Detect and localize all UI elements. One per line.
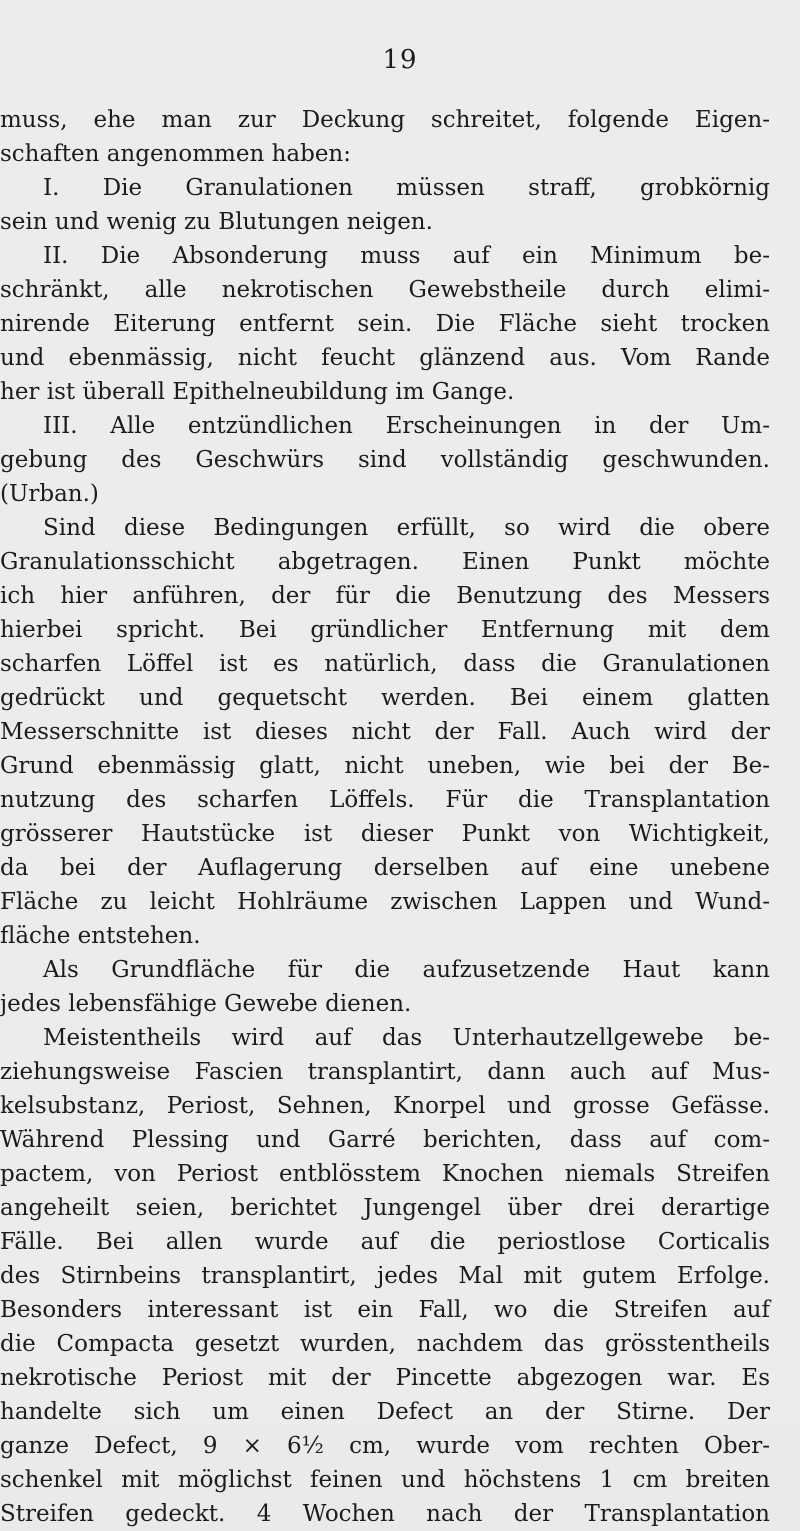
- text-line: handelte sich um einen Defect an der Stirne. Der: [0, 1399, 770, 1425]
- text-line: Grund ebenmässig glatt, nicht uneben, wie bei der Be-: [0, 753, 770, 779]
- text-line: sein und wenig zu Blutungen neigen.: [0, 209, 433, 235]
- text-line: da bei der Auflagerung derselben auf eine unebene: [0, 855, 770, 881]
- text-line: grösserer Hautstücke ist dieser Punkt von Wichtigkeit,: [0, 821, 770, 847]
- text-line: schränkt, alle nekrotischen Gewebstheile durch elimi-: [0, 277, 770, 303]
- text-line: ganze Defect, 9 × 6½ cm, wurde vom rechten Ober-: [0, 1433, 770, 1459]
- text-line: Besonders interessant ist ein Fall, wo die Streifen auf: [0, 1297, 770, 1323]
- text-line: (Urban.): [0, 481, 99, 507]
- text-line: die Compacta gesetzt wurden, nachdem das grösstentheils: [0, 1331, 770, 1357]
- text-line: nekrotische Periost mit der Pincette abgezogen war. Es: [0, 1365, 770, 1391]
- text-line: III. Alle entzündlichen Erscheinungen in der Um-: [43, 413, 770, 439]
- text-line: schaften angenommen haben:: [0, 141, 351, 167]
- text-line: Während Plessing und Garré berichten, dass auf com-: [0, 1127, 770, 1153]
- text-line: scharfen Löffel ist es natürlich, dass die Granulationen: [0, 651, 770, 677]
- page-number: 19: [382, 45, 418, 75]
- text-line: des Stirnbeins transplantirt, jedes Mal mit gutem Erfolge.: [0, 1263, 770, 1289]
- text-line: pactem, von Periost entblösstem Knochen niemals Streifen: [0, 1161, 770, 1187]
- text-line: ich hier anführen, der für die Benutzung des Messers: [0, 583, 770, 609]
- text-line: nutzung des scharfen Löffels. Für die Transplantation: [0, 787, 770, 813]
- text-line: Fläche zu leicht Hohlräume zwischen Lappen und Wund-: [0, 889, 770, 915]
- text-line: kelsubstanz, Periost, Sehnen, Knorpel und grosse Gefässe.: [0, 1093, 770, 1119]
- text-line: Granulationsschicht abgetragen. Einen Punkt möchte: [0, 549, 770, 575]
- text-line: muss, ehe man zur Deckung schreitet, folgende Eigen-: [0, 107, 770, 133]
- text-line: Als Grundfläche für die aufzusetzende Haut kann: [43, 957, 770, 983]
- text-line: angeheilt seien, berichtet Jungengel über drei derartige: [0, 1195, 770, 1221]
- text-line: Fälle. Bei allen wurde auf die periostlose Corticalis: [0, 1229, 770, 1255]
- text-line: Meistentheils wird auf das Unterhautzellgewebe be-: [43, 1025, 770, 1051]
- text-line: her ist überall Epithelneubildung im Gange.: [0, 379, 515, 405]
- text-line: hierbei spricht. Bei gründlicher Entfernung mit dem: [0, 617, 770, 643]
- text-line: Sind diese Bedingungen erfüllt, so wird die obere: [43, 515, 770, 541]
- text-line: Messerschnitte ist dieses nicht der Fall. Auch wird der: [0, 719, 770, 745]
- text-line: jedes lebensfähige Gewebe dienen.: [0, 991, 412, 1017]
- text-line: ziehungsweise Fascien transplantirt, dann auch auf Mus-: [0, 1059, 770, 1085]
- text-line: gedrückt und gequetscht werden. Bei einem glatten: [0, 685, 770, 711]
- text-line: fläche entstehen.: [0, 923, 201, 949]
- text-line: Streifen gedeckt. 4 Wochen nach der Transplantation: [0, 1501, 770, 1527]
- text-line: I. Die Granulationen müssen straff, grobkörnig: [43, 175, 770, 201]
- text-line: nirende Eiterung entfernt sein. Die Fläche sieht trocken: [0, 311, 770, 337]
- text-line: und ebenmässig, nicht feucht glänzend aus. Vom Rande: [0, 345, 770, 371]
- text-line: gebung des Geschwürs sind vollständig geschwunden.: [0, 447, 770, 473]
- text-line: II. Die Absonderung muss auf ein Minimum be-: [43, 243, 770, 269]
- text-line: schenkel mit möglichst feinen und höchstens 1 cm breiten: [0, 1467, 770, 1493]
